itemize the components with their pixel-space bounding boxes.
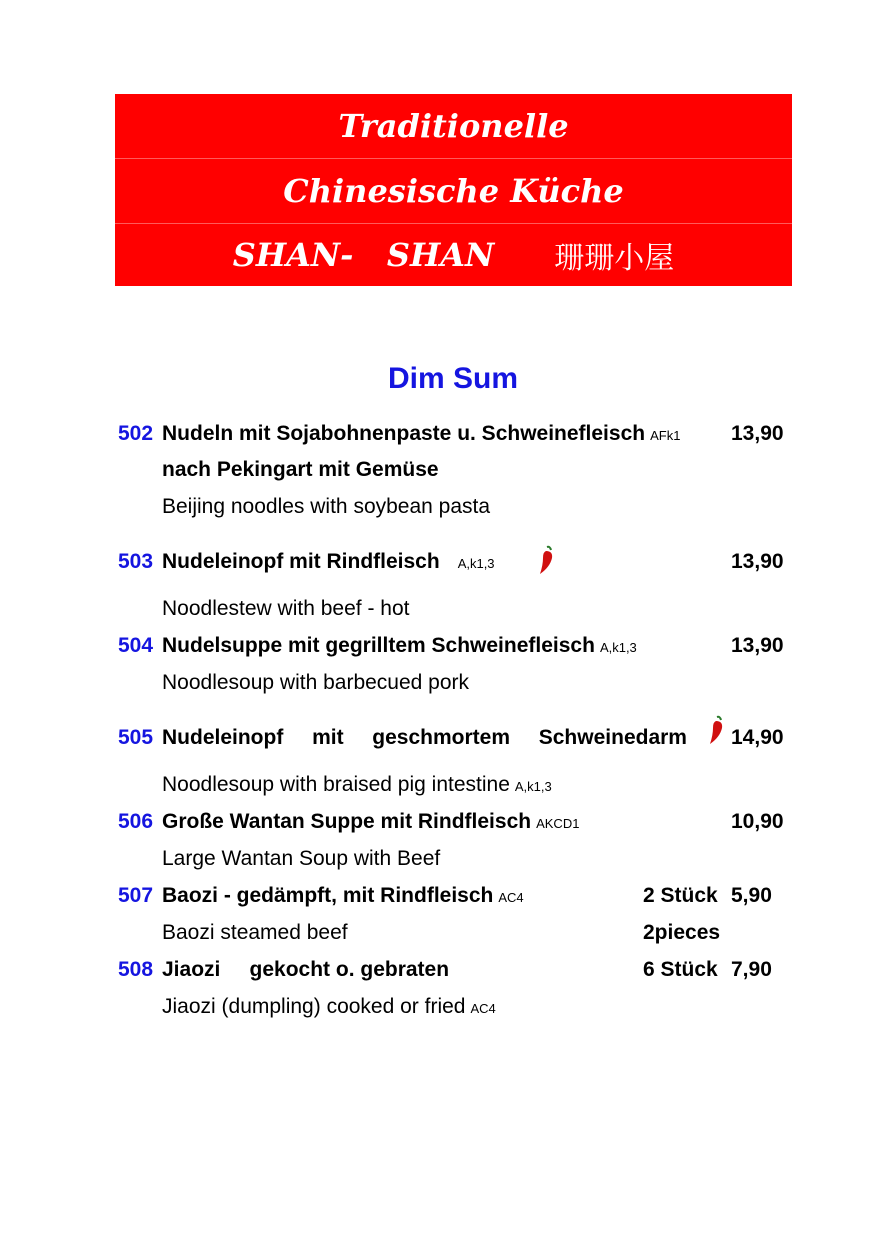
banner-subtitle: Chinesische Küche <box>283 172 624 210</box>
menu-item-507-desc <box>0 920 877 946</box>
item-description-text: Jiaozi (dumpling) cooked or fried <box>162 995 466 1018</box>
menu-item-508 <box>0 957 877 983</box>
menu-item-504 <box>0 633 877 659</box>
section-title: Dim Sum <box>387 362 519 395</box>
item-name-text: Nudeln mit Sojabohnenpaste u. Schweinefleisch <box>162 422 646 445</box>
menu-item-502-desc <box>0 494 877 520</box>
item-name <box>162 809 579 837</box>
item-name: Jiaozi gekocht o. gebraten <box>162 958 450 981</box>
item-number: 508 <box>118 958 154 981</box>
item-name-text: Nudeleinopf mit Rindfleisch <box>162 550 440 573</box>
allergen-code: AC4 <box>498 890 524 905</box>
allergen-code: A,k1,3 <box>457 556 495 571</box>
item-name-word: Nudeleinopf <box>162 726 284 749</box>
item-description: Noodlesoup with barbecued pork <box>162 671 470 694</box>
item-description: Noodlestew with beef - hot <box>162 597 410 620</box>
item-name-word: Schweinedarm <box>538 726 687 749</box>
menu-item-508-desc <box>0 994 877 1020</box>
menu-item-505-desc <box>0 772 877 798</box>
item-name <box>162 421 680 449</box>
item-name-word: mit <box>312 726 344 749</box>
menu-item-502 <box>0 421 877 447</box>
item-price: 7,90 <box>731 958 772 981</box>
item-quantity: 6 Stück <box>643 958 718 981</box>
item-price: 13,90 <box>731 550 784 573</box>
menu-item-507 <box>0 883 877 909</box>
item-name <box>162 725 687 751</box>
item-description: Beijing noodles with soybean pasta <box>162 495 491 518</box>
menu-item-506-desc <box>0 846 877 872</box>
item-number: 507 <box>118 884 154 907</box>
item-number: 506 <box>118 810 154 833</box>
menu-item-503-desc <box>0 596 877 622</box>
item-number: 503 <box>118 550 154 573</box>
item-description-text: Noodlesoup with braised pig intestine <box>162 773 510 796</box>
item-quantity: 2 Stück <box>643 884 718 907</box>
item-name <box>162 883 524 911</box>
item-number: 502 <box>118 422 154 445</box>
item-description <box>162 994 496 1022</box>
item-number: 504 <box>118 634 154 657</box>
banner-title: Traditionelle <box>338 107 569 145</box>
item-price: 14,90 <box>731 726 784 749</box>
item-price: 13,90 <box>731 422 784 445</box>
allergen-code: AKCD1 <box>536 816 580 831</box>
item-name-text: Baozi - gedämpft, mit Rindfleisch <box>162 884 494 907</box>
item-name-word: geschmortem <box>372 726 511 749</box>
item-quantity-en: 2pieces <box>643 921 721 944</box>
item-price: 13,90 <box>731 634 784 657</box>
item-name <box>162 549 495 577</box>
item-description: Large Wantan Soup with Beef <box>162 847 441 870</box>
chili-pepper-icon <box>707 715 725 747</box>
restaurant-name: SHAN- SHAN <box>232 236 495 274</box>
item-name <box>162 633 637 661</box>
chili-pepper-icon <box>537 545 555 577</box>
item-name-text: Nudelsuppe mit gegrilltem Schweinefleisch <box>162 634 595 657</box>
item-name-text: Große Wantan Suppe mit Rindfleisch <box>162 810 532 833</box>
menu-item-506 <box>0 809 877 835</box>
menu-item-505 <box>0 725 877 751</box>
allergen-code: A,k1,3 <box>514 779 552 794</box>
menu-item-502-line2 <box>0 457 877 483</box>
allergen-code: A,k1,3 <box>599 640 637 655</box>
menu-item-503 <box>0 549 877 575</box>
allergen-code: AFk1 <box>650 428 681 443</box>
item-description <box>162 772 552 800</box>
banner-line-2 <box>115 159 792 224</box>
item-price: 10,90 <box>731 810 784 833</box>
item-price: 5,90 <box>731 884 772 907</box>
item-name-continued: nach Pekingart mit Gemüse <box>162 458 439 481</box>
restaurant-name-chinese: 珊珊小屋 <box>554 241 675 276</box>
banner-line-1 <box>115 94 792 159</box>
banner-line-3 <box>115 224 792 286</box>
item-number: 505 <box>118 726 154 749</box>
menu-item-504-desc <box>0 670 877 696</box>
restaurant-banner <box>115 94 792 286</box>
item-description: Baozi steamed beef <box>162 921 348 944</box>
allergen-code: AC4 <box>470 1001 496 1016</box>
